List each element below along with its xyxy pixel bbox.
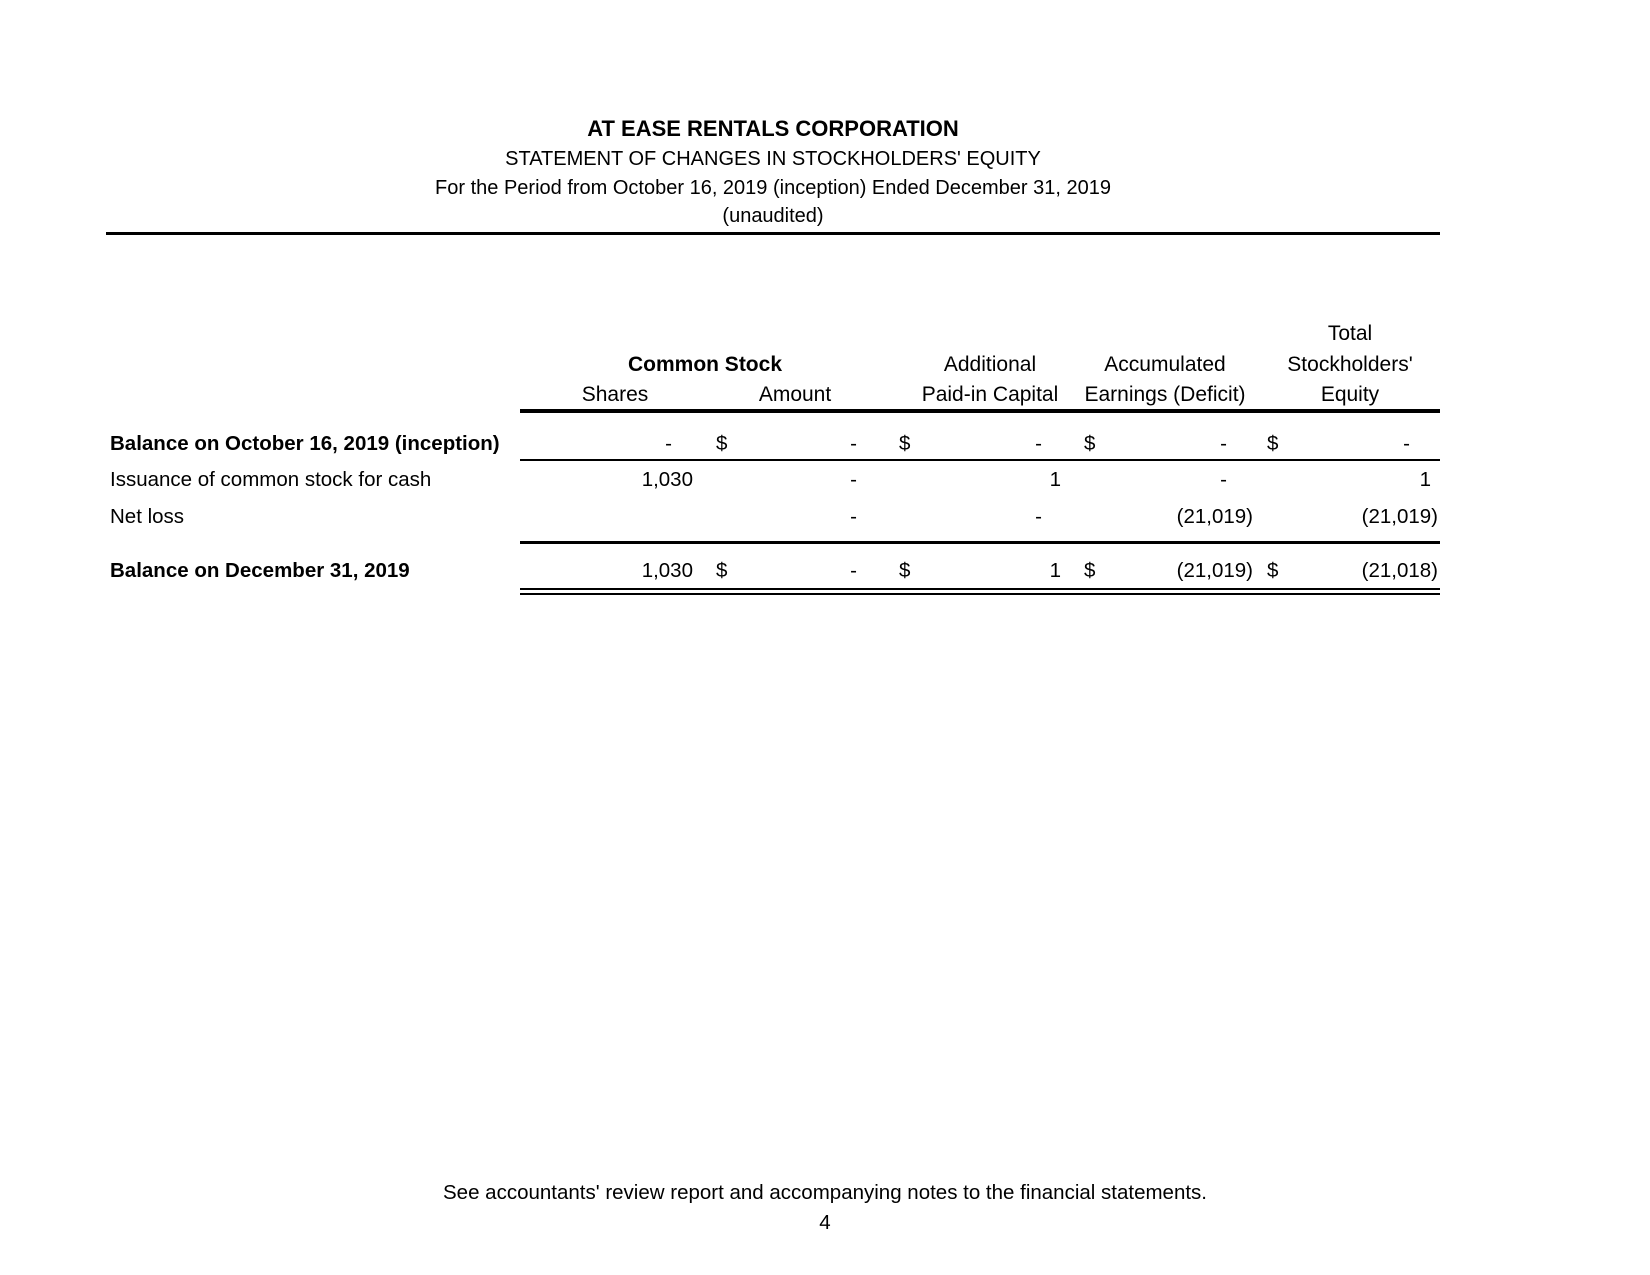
dollar-sign: $: [1267, 559, 1279, 582]
total-column-header-line3: Equity: [1320, 383, 1380, 406]
shares-column-header: Shares: [581, 383, 649, 406]
cell-opening-accumulated: -: [1220, 432, 1227, 455]
double-underline-bottom: [520, 593, 1440, 595]
subtotal-rule: [520, 541, 1440, 544]
statement-title: STATEMENT OF CHANGES IN STOCKHOLDERS' EQUITY: [505, 148, 1041, 170]
apic-column-header-line2: Paid-in Capital: [921, 383, 1059, 406]
cell-netloss-amount: -: [850, 505, 857, 528]
cell-closing-total: (21,018): [1361, 559, 1438, 582]
cell-issuance-amount: -: [850, 468, 857, 491]
cell-issuance-shares: 1,030: [641, 468, 693, 491]
cell-netloss-total: (21,019): [1361, 505, 1438, 528]
dollar-sign: $: [1084, 432, 1096, 455]
cell-issuance-accumulated: -: [1220, 468, 1227, 491]
apic-column-header-line1: Additional: [943, 353, 1037, 376]
amount-column-header: Amount: [758, 383, 832, 406]
cell-opening-total: -: [1403, 432, 1410, 455]
cell-closing-apic: 1: [1049, 559, 1061, 582]
row-label-opening-balance: Balance on October 16, 2019 (inception): [110, 432, 500, 455]
company-name: AT EASE RENTALS CORPORATION: [587, 116, 959, 141]
accumulated-column-header-line2: Earnings (Deficit): [1084, 383, 1246, 406]
dollar-sign: $: [716, 432, 728, 455]
page-number: 4: [819, 1211, 831, 1234]
row-label-closing-balance: Balance on December 31, 2019: [110, 559, 410, 582]
dollar-sign: $: [1267, 432, 1279, 455]
row-label-issuance: Issuance of common stock for cash: [110, 468, 432, 491]
cell-netloss-apic: -: [1035, 505, 1042, 528]
cell-issuance-total: 1: [1419, 468, 1431, 491]
statement-period: For the Period from October 16, 2019 (inception) Ended December 31, 2019: [435, 177, 1111, 199]
common-stock-group-header: Common Stock: [627, 353, 782, 376]
cell-issuance-apic: 1: [1049, 468, 1061, 491]
cell-netloss-accumulated: (21,019): [1176, 505, 1253, 528]
unaudited-note: (unaudited): [722, 205, 824, 227]
header-rule: [106, 232, 1440, 235]
double-underline-top: [520, 588, 1440, 590]
cell-opening-apic: -: [1035, 432, 1042, 455]
dollar-sign: $: [899, 432, 911, 455]
dollar-sign: $: [1084, 559, 1096, 582]
dollar-sign: $: [899, 559, 911, 582]
cell-closing-shares: 1,030: [641, 559, 693, 582]
cell-opening-shares: -: [665, 432, 672, 455]
cell-opening-amount: -: [850, 432, 857, 455]
total-column-header-line2: Stockholders': [1287, 353, 1413, 376]
opening-balance-rule: [520, 459, 1440, 461]
row-label-net-loss: Net loss: [110, 505, 185, 528]
column-header-rule: [520, 409, 1440, 413]
accumulated-column-header-line1: Accumulated: [1104, 353, 1226, 376]
cell-closing-amount: -: [850, 559, 857, 582]
dollar-sign: $: [716, 559, 728, 582]
cell-closing-accumulated: (21,019): [1176, 559, 1253, 582]
footer-note: See accountants' review report and accompanying notes to the financial statements.: [443, 1181, 1207, 1204]
total-column-header-line1: Total: [1327, 322, 1373, 345]
